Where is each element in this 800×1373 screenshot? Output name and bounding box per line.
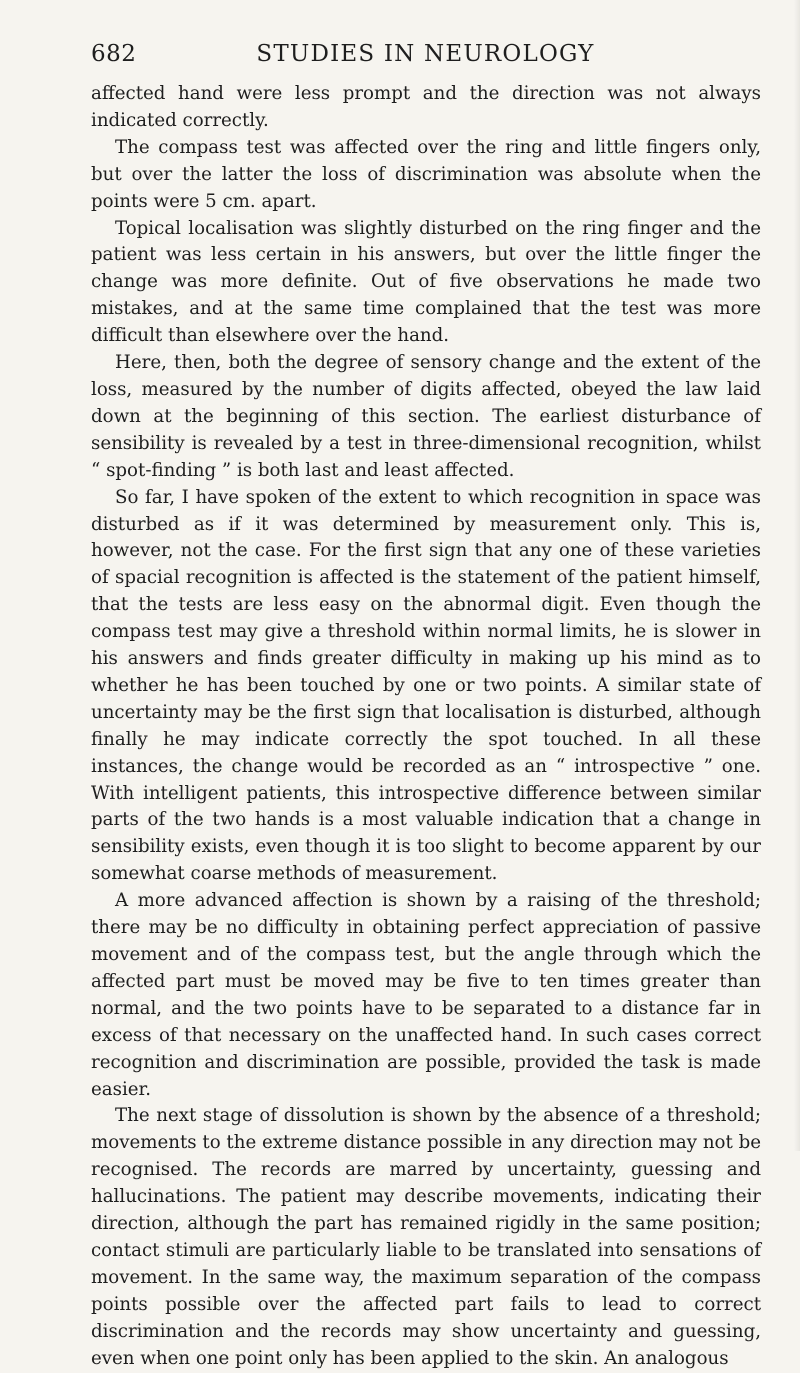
paragraph-topical-localisation: Topical localisation was slightly disturbed on the ring finger and the patient was less certain in his answers, but over the little finger the change was more definite. Out of five observations he made two mistakes, and at the same time complained that the test was more difficult than elsewhere over the hand.: [91, 217, 761, 347]
running-title: STUDIES IN NEUROLOGY: [256, 41, 595, 67]
paragraph-raised-threshold: A more advanced affection is shown by a raising of the threshold; there may be no difficulty in obtaining perfect appreciation of passive movement and of the compass test, but the angle through which the affected part must be moved may be five to ten times greater than normal, and the two points have to be separated to a distance far in excess of that necessary on the unaffected hand. In such cases correct recognition and discrimination are possible, provided the task is made easier.: [91, 890, 761, 1100]
page-number: 682: [91, 41, 137, 67]
body-text: [91, 81, 761, 1373]
paragraph-sensory-change-law: Here, then, both the degree of sensory change and the extent of the loss, measured by the number of digits affected, obeyed the law laid down at the beginning of this section. The earliest disturbance of sensibility is revealed by a test in three-dimensional recognition, whilst “ spot-finding ” is both last and least affected.: [91, 352, 761, 481]
page-edge-shadow: [794, 0, 800, 1151]
paragraph-introspective-change: So far, I have spoken of the extent to which recognition in space was disturbed as if it was determined by measurement only. This is, however, not the case. For the first sign that any one of these varieties of spacial recognition is affected is the statement of the patient himself, that the tests are less easy on the abnormal digit. Even though the compass test may give a threshold within normal limits, he is slower in his answers and finds greater difficulty in making up his mind as to whether he has been touched by one or two points. A similar state of uncertainty may be the first sign that localisation is disturbed, although finally he may indicate correctly the spot touched. In all these instances, the change would be recorded as an “ introspective ” one. With intelligent patients, this introspective difference between similar parts of the two hands is a most valuable indication that a change in sensibility exists, even though it is too slight to become apparent by our somewhat coarse methods of measurement.: [91, 486, 761, 885]
paragraph-dissolution-stage: The next stage of dissolution is shown by the absence of a threshold; movements to the extreme distance possible in any direction may not be recognised. The records are marred by uncertainty, guessing and hallucinations. The patient may describe movements, indicating their direction, although the part has remained rigidly in the same position; contact stimuli are particularly liable to be translated into sensations of movement. In the same way, the maximum separation of the compass points possible over the affected part fails to lead to correct discrimination and the records may show uncertainty and guessing, even when one point only has been applied to the skin. An analogous: [91, 1105, 761, 1369]
paragraph-continued: affected hand were less prompt and the direction was not always indicated correctly.: [91, 83, 761, 131]
paragraph-compass-test: The compass test was affected over the ring and little fingers only, but over the latter the loss of discrimination was absolute when the points were 5 cm. apart.: [91, 136, 761, 212]
running-head: [91, 41, 760, 75]
